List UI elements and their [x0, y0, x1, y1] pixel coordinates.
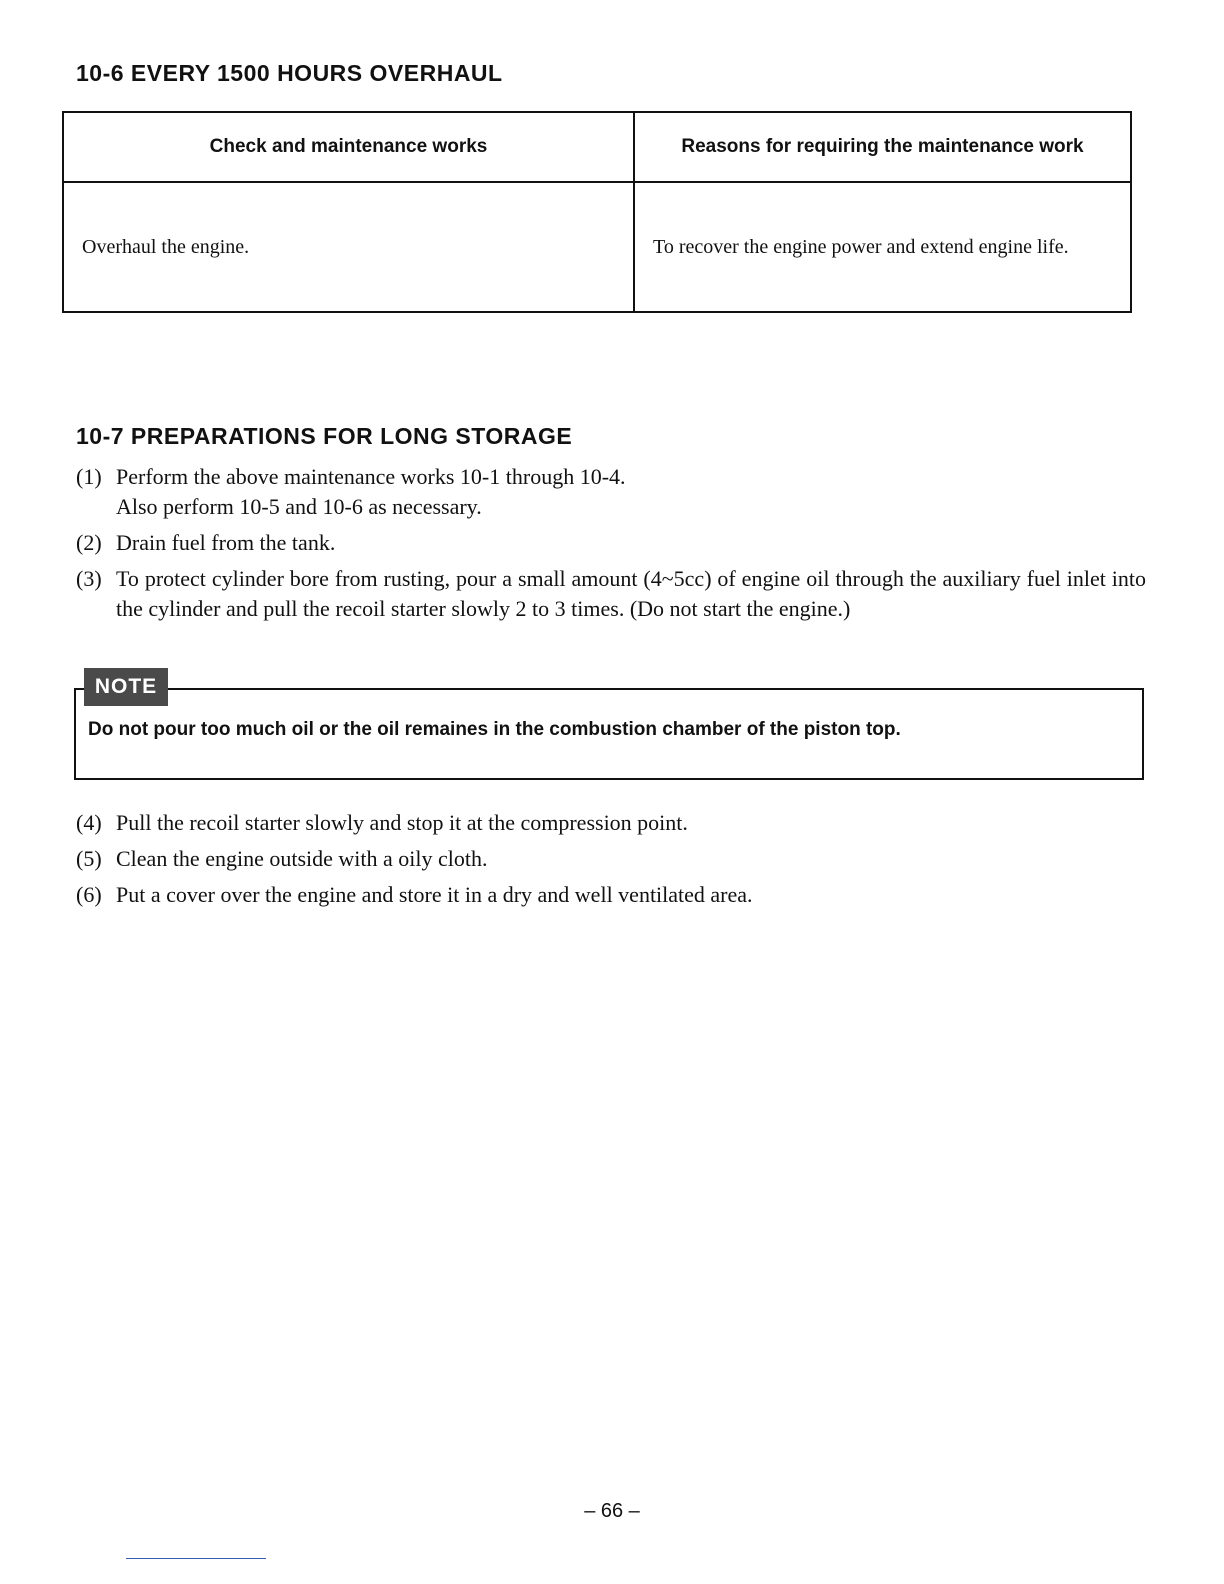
step-text: Clean the engine outside with a oily cloth.: [116, 846, 488, 871]
list-item: [76, 528, 1146, 558]
list-item: [76, 880, 1146, 910]
note-text: Do not pour too much oil or the oil remaines in the combustion chamber of the piston top.: [88, 719, 901, 740]
step-text-line1: Perform the above maintenance works 10-1 through 10-4.: [116, 464, 626, 489]
step-number: (4): [76, 810, 102, 835]
step-text: To protect cylinder bore from rusting, pour a small amount (4~5cc) of engine oil through the auxiliary fuel inlet into the cylinder and pull the recoil starter slowly 2 to 3 times. (Do not start the engine.): [116, 566, 1146, 621]
storage-steps-list: [76, 462, 1146, 630]
step-text-line2: Also perform 10-5 and 10-6 as necessary.: [116, 494, 482, 519]
section-title-storage: 10-7 PREPARATIONS FOR LONG STORAGE: [76, 423, 573, 449]
section-title-overhaul: 10-6 EVERY 1500 HOURS OVERHAUL: [76, 60, 503, 86]
bottom-rule: [126, 1558, 266, 1559]
step-number: (6): [76, 882, 102, 907]
list-item: [76, 462, 1146, 522]
table-header-check: Check and maintenance works: [63, 112, 634, 182]
storage-steps-list-continued: [76, 808, 1146, 916]
table-header-reasons: Reasons for requiring the maintenance work: [634, 112, 1131, 182]
step-number: (3): [76, 566, 102, 591]
step-text: [116, 462, 1146, 522]
step-text: Put a cover over the engine and store it in a dry and well ventilated area.: [116, 882, 753, 907]
list-item: [76, 808, 1146, 838]
table-cell-reason: To recover the engine power and extend engine life.: [634, 182, 1131, 312]
step-text: Pull the recoil starter slowly and stop it at the compression point.: [116, 810, 688, 835]
step-number: (1): [76, 464, 102, 489]
note-badge: NOTE: [84, 668, 168, 706]
list-item: [76, 844, 1146, 874]
step-number: (2): [76, 530, 102, 555]
step-number: (5): [76, 846, 102, 871]
table-row: [63, 182, 1131, 312]
table-cell-check: Overhaul the engine.: [63, 182, 634, 312]
page-number: – 66 –: [584, 1500, 640, 1522]
step-text: Drain fuel from the tank.: [116, 530, 336, 555]
table-header-row: [63, 112, 1131, 182]
list-item: [76, 564, 1146, 624]
maintenance-table: [62, 111, 1132, 313]
